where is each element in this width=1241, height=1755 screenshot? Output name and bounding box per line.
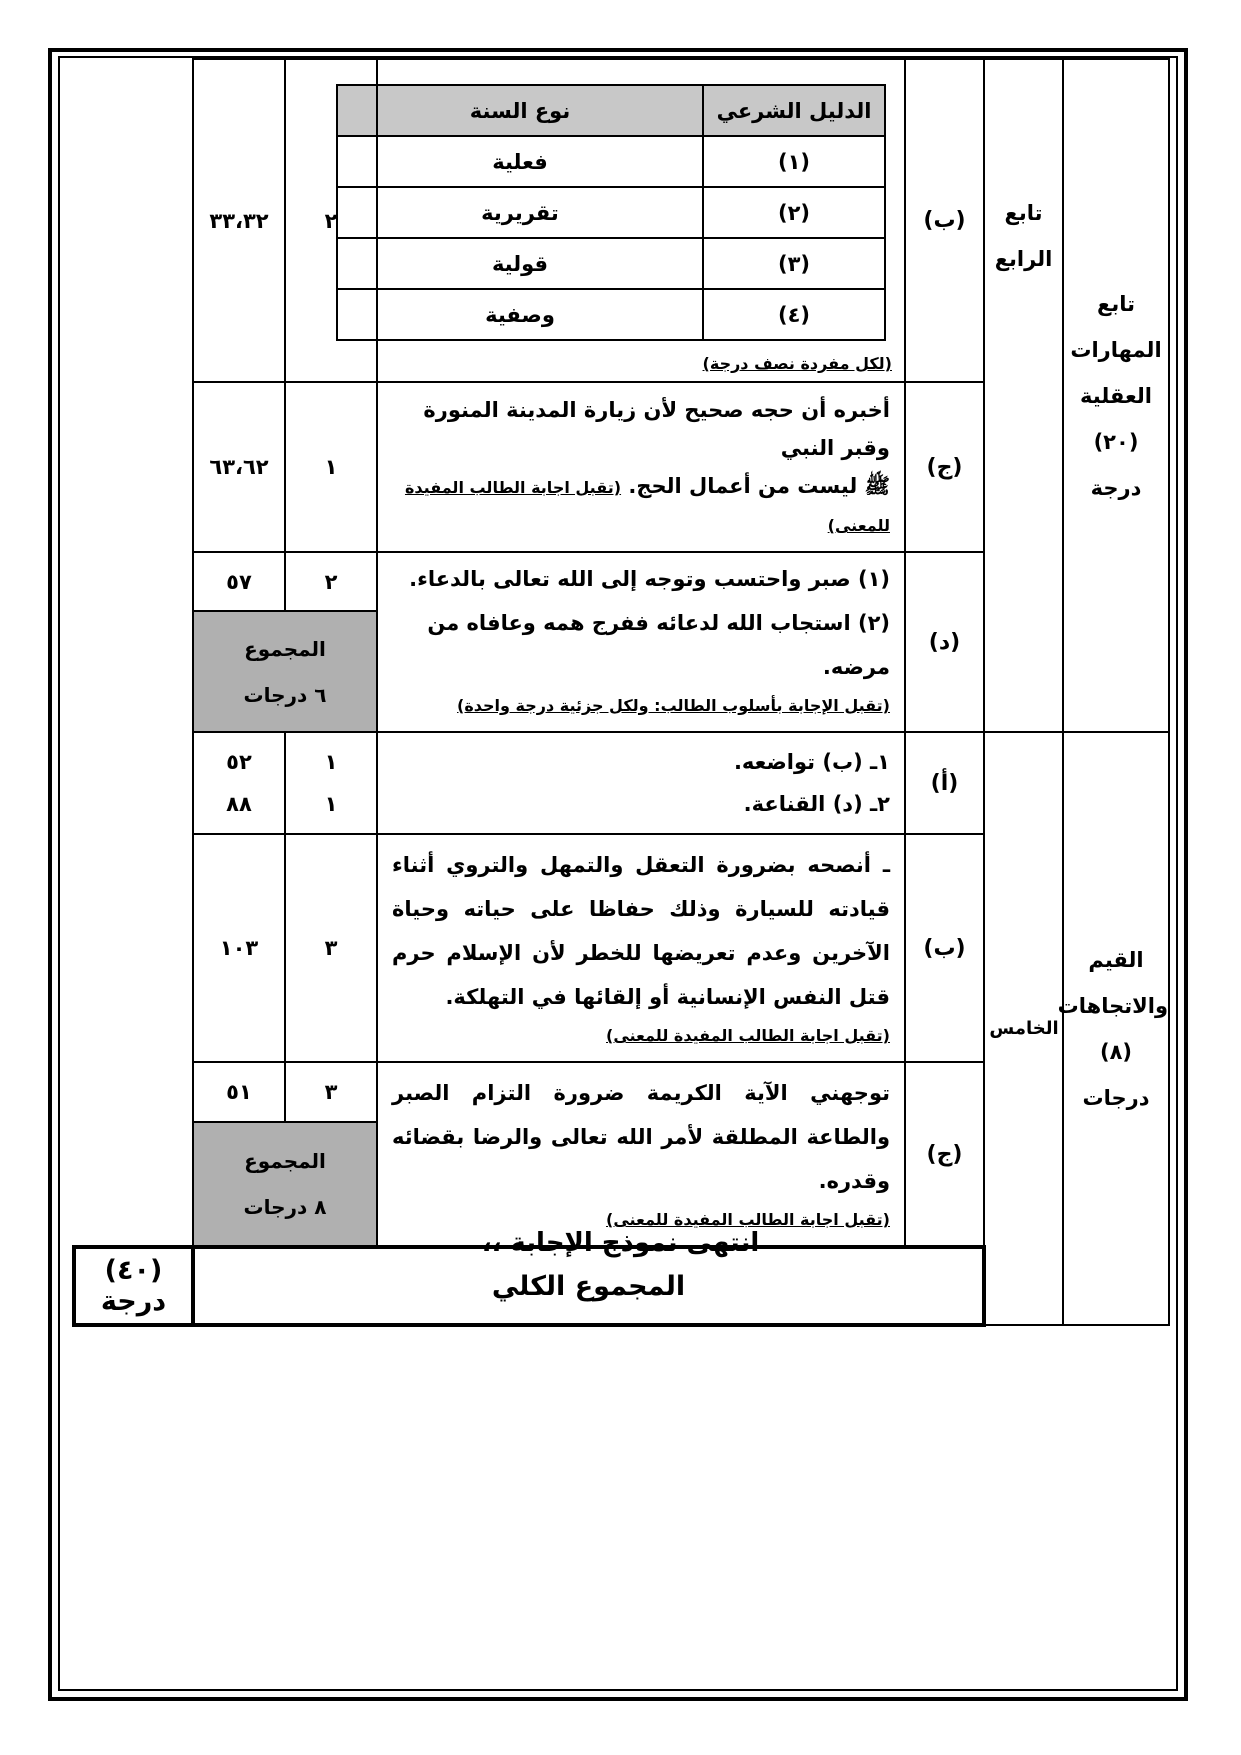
score-cell: ٢ bbox=[285, 59, 377, 382]
grading-note: (لكل مفردة نصف درجة) bbox=[702, 354, 892, 373]
grading-note: (تقبل اجابة الطالب المفيدة للمعنى) bbox=[404, 478, 890, 535]
part-label: (د) bbox=[905, 552, 984, 732]
answer-line: (٢) استجاب الله لدعائه ففرج همه وعافاه من مرضه. bbox=[427, 611, 890, 679]
grand-total-value: (٤٠) درجة bbox=[74, 1247, 193, 1325]
percent-value: ٥٢ bbox=[226, 750, 252, 774]
grading-note: (تقبل الإجابة بأسلوب الطالب: ولكل جزئية درجة واحدة) bbox=[457, 696, 890, 715]
inner-cell: (٢) bbox=[703, 187, 885, 238]
inner-cell: فعلية bbox=[337, 136, 703, 187]
question-line: تابع bbox=[1004, 201, 1043, 225]
part-label: (أ) bbox=[905, 732, 984, 834]
percent-cell: ٥٧ bbox=[193, 552, 285, 611]
end-of-answer-key: انتهى نموذج الإجابة ،، bbox=[481, 1228, 760, 1258]
inner-row bbox=[337, 238, 885, 289]
inner-row bbox=[337, 289, 885, 340]
skill-line: المهارات bbox=[1070, 337, 1162, 362]
total-value: ٦ درجات bbox=[243, 682, 327, 707]
answer-text: ﷺ ليست من أعمال الحج. bbox=[628, 474, 890, 498]
part-label: (ب) bbox=[905, 59, 984, 382]
question-cell-4 bbox=[984, 59, 1063, 732]
answer-cell bbox=[377, 59, 905, 382]
percent-cell bbox=[193, 732, 285, 834]
answer-cell bbox=[377, 552, 905, 732]
score-cell: ٣ bbox=[285, 1062, 377, 1122]
score-cell: ٢ bbox=[285, 552, 377, 611]
part-label: (ب) bbox=[905, 834, 984, 1062]
header-sunnah-type: نوع السنة bbox=[337, 85, 703, 136]
skill-line: القيم bbox=[1088, 947, 1144, 972]
total-value: ٨ درجات bbox=[243, 1195, 327, 1220]
percent-cell: ٥١ bbox=[193, 1062, 285, 1122]
answer-text: توجهني الآية الكريمة ضرورة التزام الصبر والطاعة المطلقة لأمر الله تعالى والرضا بقضائه وقدره. bbox=[392, 1081, 890, 1193]
inner-cell: قولية bbox=[337, 238, 703, 289]
answer-text: ـ أنصحه بضرورة التعقل والتمهل والتروي أثناء قيادته للسيارة وذلك حفاظا على حياته وحياة الآخرين وعدم تعريضها للخطر لأن الإسلام حرم قتل النفس الإنسانية أو إلقائها في التهلكة. bbox=[392, 853, 890, 1009]
skill-line: العقلية bbox=[1080, 383, 1152, 408]
inner-cell: (١) bbox=[703, 136, 885, 187]
grading-note: (تقبل اجابة الطالب المفيدة للمعنى) bbox=[606, 1210, 890, 1229]
inner-row bbox=[337, 187, 885, 238]
answer-line bbox=[392, 467, 890, 543]
skill-line: درجة bbox=[1090, 475, 1142, 500]
score-value: ١ bbox=[324, 792, 338, 816]
answer-cell bbox=[377, 834, 905, 1062]
total-label: المجموع bbox=[244, 1149, 326, 1174]
question-line: الرابع bbox=[994, 247, 1053, 271]
inner-header-row bbox=[337, 85, 885, 136]
skill-line: درجات bbox=[1082, 1085, 1150, 1110]
table-row bbox=[74, 59, 1169, 382]
skill-line: تابع bbox=[1096, 291, 1135, 316]
section-total-cell bbox=[193, 611, 377, 732]
answer-line: ١ـ (ب) تواضعه. bbox=[733, 750, 890, 774]
grading-note: (تقبل اجابة الطالب المفيدة للمعنى) bbox=[606, 1026, 890, 1045]
answer-key-table bbox=[72, 58, 1170, 1327]
percent-cell: ٣٣،٣٢ bbox=[193, 59, 285, 382]
score-cell: ١ bbox=[285, 382, 377, 552]
answer-line: أخبره أن حجه صحيح لأن زيارة المدينة المنورة وقبر النبي bbox=[423, 398, 890, 460]
answer-cell bbox=[377, 732, 905, 834]
percent-cell: ٦٣،٦٢ bbox=[193, 382, 285, 552]
grand-total-label: المجموع الكلي bbox=[193, 1247, 984, 1325]
answer-line: (١) صبر واحتسب وتوجه إلى الله تعالى بالدعاء. bbox=[409, 567, 890, 591]
inner-cell: وصفية bbox=[337, 289, 703, 340]
skill-cell-mental bbox=[1063, 59, 1169, 732]
question-cell-5: الخامس bbox=[984, 732, 1063, 1325]
percent-cell: ١٠٣ bbox=[193, 834, 285, 1062]
inner-cell: (٣) bbox=[703, 238, 885, 289]
answer-key-table-wrapper bbox=[72, 58, 1170, 1327]
table-row bbox=[74, 732, 1169, 834]
percent-value: ٨٨ bbox=[226, 792, 252, 816]
score-value: ١ bbox=[324, 750, 338, 774]
inner-cell: تقريرية bbox=[337, 187, 703, 238]
inner-row bbox=[337, 136, 885, 187]
skill-line: (٢٠) bbox=[1093, 429, 1139, 454]
part-label: (ج) bbox=[905, 1062, 984, 1247]
answer-cell bbox=[377, 382, 905, 552]
score-cell bbox=[285, 732, 377, 834]
answer-cell bbox=[377, 1062, 905, 1247]
score-cell: ٣ bbox=[285, 834, 377, 1062]
sunnah-type-table bbox=[336, 84, 886, 341]
answer-line: ٢ـ (د) القناعة. bbox=[743, 792, 890, 816]
header-evidence: الدليل الشرعي bbox=[703, 85, 885, 136]
part-label: (ج) bbox=[905, 382, 984, 552]
inner-cell: (٤) bbox=[703, 289, 885, 340]
skill-line: (٨) bbox=[1099, 1039, 1133, 1064]
skill-line: والاتجاهات bbox=[1057, 993, 1168, 1018]
total-label: المجموع bbox=[244, 636, 326, 661]
